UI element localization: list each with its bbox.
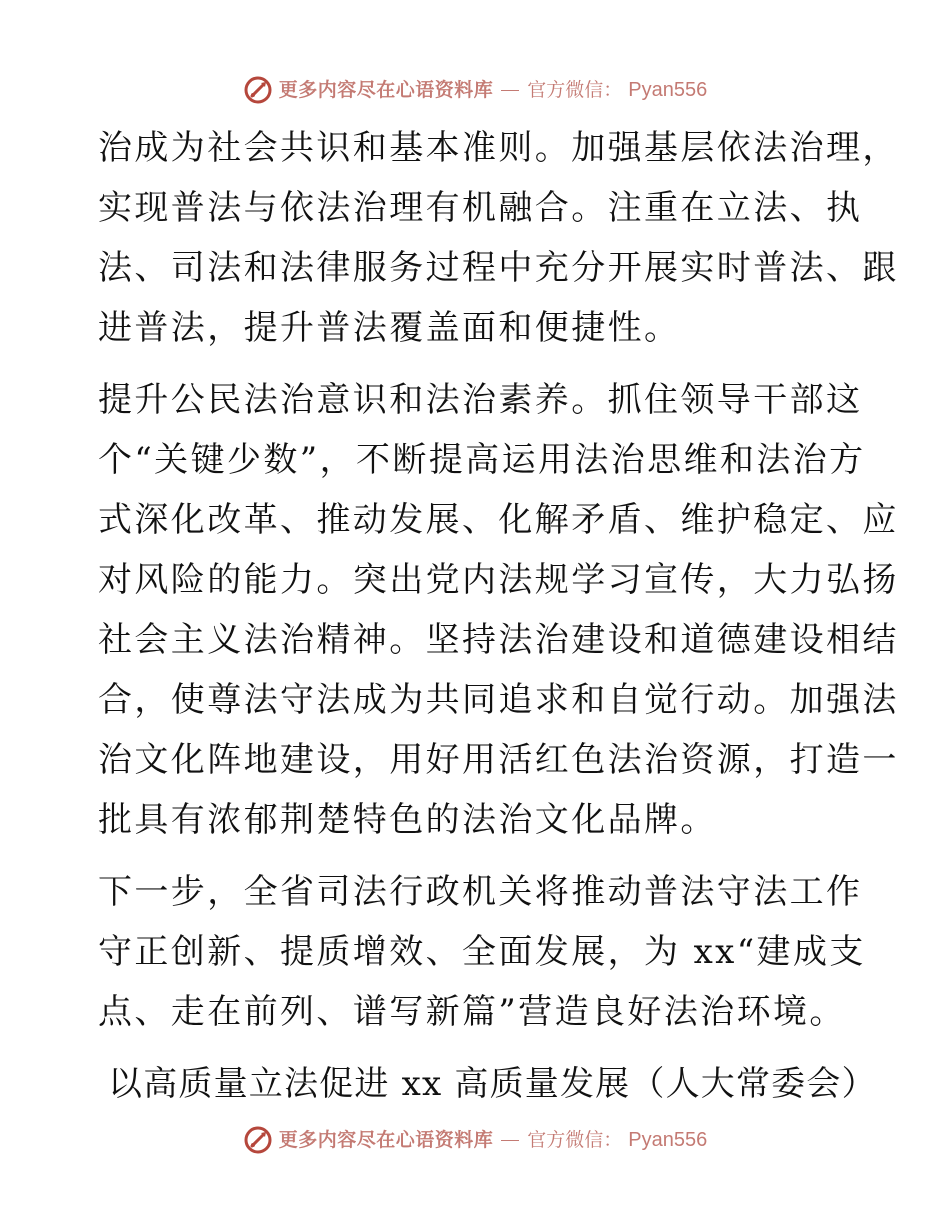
- section-heading: 以高质量立法促进 xx 高质量发展（人大常委会）: [108, 1064, 877, 1104]
- logo-icon: [243, 1125, 273, 1155]
- text-line: 提升公民法治意识和法治素养。抓住领导干部这: [98, 380, 863, 420]
- text-line: 法、司法和法律服务过程中充分开展实时普法、跟: [98, 248, 899, 288]
- paragraph-1: [98, 118, 899, 358]
- text-line: 点、走在前列、谱写新篇”营造良好法治环境。: [98, 992, 846, 1032]
- text-line: 合，使尊法守法成为共同追求和自觉行动。加强法: [98, 680, 899, 720]
- watermark-wechat-label: 官方微信：: [527, 79, 623, 101]
- text-line: 治文化阵地建设，用好用活红色法治资源，打造一: [98, 740, 899, 780]
- header-watermark: [0, 70, 950, 110]
- watermark-wechat-label: 官方微信：: [527, 1129, 623, 1151]
- watermark-site: 更多内容尽在心语资料库: [278, 1129, 494, 1151]
- watermark-wechat-id: Pyan556: [628, 79, 708, 101]
- paragraph-2: [98, 370, 899, 850]
- text-line: 治成为社会共识和基本准则。加强基层依法治理，: [98, 128, 899, 168]
- paragraph-3: [98, 862, 866, 1042]
- watermark-dash: [501, 90, 519, 91]
- text-line: 守正创新、提质增效、全面发展，为 xx“建成支: [98, 932, 866, 972]
- footer-watermark: [0, 1120, 950, 1160]
- text-line: 下一步，全省司法行政机关将推动普法守法工作: [98, 872, 863, 912]
- text-line: 对风险的能力。突出党内法规学习宣传，大力弘扬: [98, 560, 899, 600]
- text-line: 进普法，提升普法覆盖面和便捷性。: [98, 308, 681, 348]
- text-line: 式深化改革、推动发展、化解矛盾、维护稳定、应: [98, 500, 899, 540]
- watermark-wechat-id: Pyan556: [628, 1129, 708, 1151]
- text-line: 社会主义法治精神。坚持法治建设和道德建设相结: [98, 620, 899, 660]
- watermark-dash: [501, 1140, 519, 1141]
- watermark-site: 更多内容尽在心语资料库: [278, 79, 494, 101]
- text-line: 批具有浓郁荆楚特色的法治文化品牌。: [98, 800, 717, 840]
- document-body: [98, 118, 899, 1114]
- logo-icon: [243, 75, 273, 105]
- text-line: 实现普法与依法治理有机融合。注重在立法、执: [98, 188, 863, 228]
- text-line: 个“关键少数”，不断提高运用法治思维和法治方: [98, 440, 866, 480]
